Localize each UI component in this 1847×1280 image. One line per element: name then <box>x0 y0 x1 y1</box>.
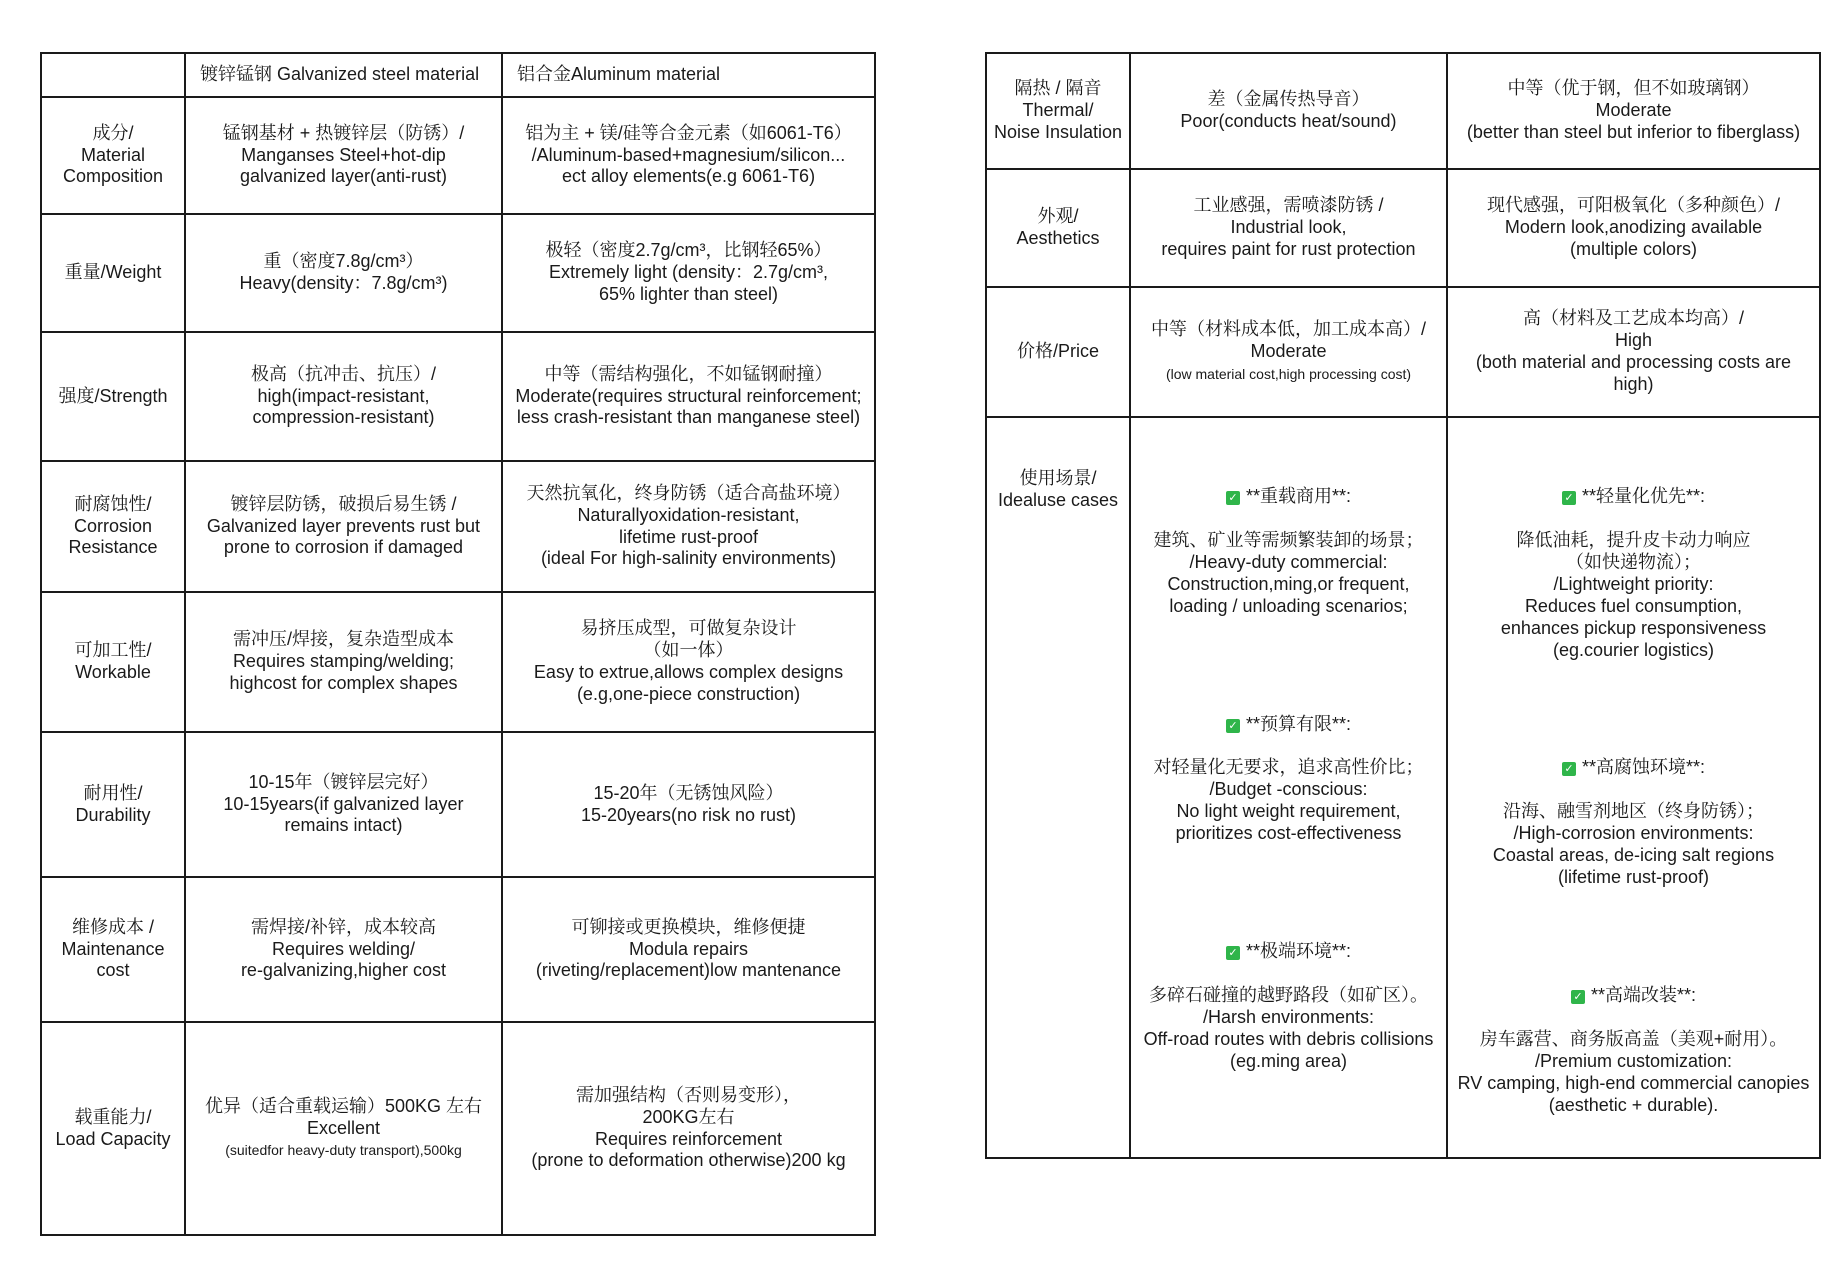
use-case-title: **重载商用**: <box>1245 485 1352 506</box>
row-label-aesthetics: 外观/ Aesthetics <box>986 169 1130 287</box>
use-case-item <box>1137 464 1440 618</box>
header-empty-cell <box>41 53 185 97</box>
row-label-insulation: 隔热 / 隔音 Thermal/ Noise Insulation <box>986 53 1130 169</box>
steel-aesthetics: 工业感强，需喷漆防锈 / Industrial look, requires paint for rust protection <box>1130 169 1447 287</box>
aluminum-weight: 极轻（密度2.7g/cm³，比钢轻65%） Extremely light (density：2.7g/cm³, 65% lighter than steel) <box>502 214 875 332</box>
use-case-item <box>1137 919 1440 1073</box>
row-label-use-cases: 使用场景/ Idealuse cases <box>986 417 1130 1158</box>
table-row <box>41 732 875 877</box>
steel-insulation: 差（金属传热导音） Poor(conducts heat/sound) <box>1130 53 1447 169</box>
row-label-maintenance: 维修成本 / Maintenance cost <box>41 877 185 1022</box>
aluminum-load: 需加强结构（否则易变形）， 200KG左右 Requires reinforcement (prone to deformation otherwise)200 kg <box>502 1022 875 1235</box>
checkbox-icon: ✓ <box>1562 762 1576 776</box>
table-row <box>41 1022 875 1235</box>
steel-price-main: 中等（材料成本低，加工成本高）/ Moderate <box>1151 319 1426 362</box>
use-case-body: 沿海、融雪剂地区（终身防锈）； /High-corrosion environments: Coastal areas, de-icing salt regions (lifetime rust-proof) <box>1492 801 1775 888</box>
row-label-composition: 成分/ Material Composition <box>41 97 185 214</box>
use-case-body: 降低油耗，提升皮卡动力响应 （如快递物流）； /Lightweight priority: Reduces fuel consumption, enhances pickup responsiveness (eg.courier logistics) <box>1500 529 1767 660</box>
row-label-durability: 耐用性/ Durability <box>41 732 185 877</box>
use-case-title: **高腐蚀环境**: <box>1581 757 1706 778</box>
use-case-title: **轻量化优先**: <box>1581 485 1706 506</box>
aluminum-strength: 中等（需结构强化，不如锰钢耐撞） Moderate(requires structural reinforcement; less crash-resistant than manganese steel) <box>502 332 875 461</box>
use-case-body: 房车露营、商务版高盖（美观+耐用）。 /Premium customization: RV camping, high-end commercial canopies (aesthetic + durable). <box>1457 1028 1810 1115</box>
steel-price-note: (low material cost,high processing cost) <box>1165 365 1412 382</box>
right-comparison-table <box>985 52 1821 1159</box>
steel-load-note: (suitedfor heavy-duty transport),500kg <box>225 1142 462 1159</box>
table-row <box>986 169 1820 287</box>
row-label-price: 价格/Price <box>986 287 1130 417</box>
aluminum-use-cases <box>1447 417 1820 1158</box>
aluminum-corrosion: 天然抗氧化，终身防锈（适合高盐环境） Naturallyoxidation-resistant, lifetime rust-proof (ideal For high-salinity environments) <box>502 461 875 592</box>
steel-corrosion: 镀锌层防锈，破损后易生锈 / Galvanized layer prevents rust but prone to corrosion if damaged <box>185 461 502 592</box>
row-label-weight: 重量/Weight <box>41 214 185 332</box>
use-case-item <box>1454 464 1813 662</box>
steel-weight: 重（密度7.8g/cm³） Heavy(density：7.8g/cm³) <box>185 214 502 332</box>
table-row <box>41 214 875 332</box>
aluminum-price: 高（材料及工艺成本均高）/ High (both material and processing costs are high) <box>1447 287 1820 417</box>
steel-durability: 10-15年（镀锌层完好） 10-15years(if galvanized layer remains intact) <box>185 732 502 877</box>
header-steel: 镀锌锰钢 Galvanized steel material <box>185 53 502 97</box>
aluminum-insulation: 中等（优于钢，但不如玻璃钢） Moderate (better than steel but inferior to fiberglass) <box>1447 53 1820 169</box>
checkbox-icon: ✓ <box>1226 719 1240 733</box>
aluminum-workable: 易挤压成型，可做复杂设计 （如一体） Easy to extrue,allows complex designs (e.g,one-piece construction) <box>502 592 875 732</box>
left-comparison-table <box>40 52 876 1236</box>
row-label-load: 载重能力/ Load Capacity <box>41 1022 185 1235</box>
steel-composition: 锰钢基材 + 热镀锌层（防锈）/ Manganses Steel+hot-dip galvanized layer(anti-rust) <box>185 97 502 214</box>
checkbox-icon: ✓ <box>1226 491 1240 505</box>
row-label-strength: 强度/Strength <box>41 332 185 461</box>
row-label-workable: 可加工性/ Workable <box>41 592 185 732</box>
use-case-item <box>1454 963 1813 1117</box>
table-header-row <box>41 53 875 97</box>
steel-load <box>185 1022 502 1235</box>
aluminum-aesthetics: 现代感强，可阳极氧化（多种颜色）/ Modern look,anodizing available (multiple colors) <box>1447 169 1820 287</box>
use-case-body: 对轻量化无要求，追求高性价比； /Budget -conscious: No light weight requirement, prioritizes cost-effectiveness <box>1153 757 1424 844</box>
row-label-corrosion: 耐腐蚀性/ Corrosion Resistance <box>41 461 185 592</box>
header-aluminum: 铝合金Aluminum material <box>502 53 875 97</box>
table-row <box>41 877 875 1022</box>
aluminum-maintenance: 可铆接或更换模块，维修便捷 Modula repairs (riveting/replacement)low mantenance <box>502 877 875 1022</box>
steel-use-cases <box>1130 417 1447 1158</box>
table-row <box>986 287 1820 417</box>
steel-workable: 需冲压/焊接，复杂造型成本 Requires stamping/welding; highcost for complex shapes <box>185 592 502 732</box>
use-case-title: **预算有限**: <box>1245 713 1352 734</box>
table-row <box>986 53 1820 169</box>
use-case-body: 多碎石碰撞的越野路段（如矿区）。 /Harsh environments: Off-road routes with debris collisions (eg.ming area) <box>1143 985 1434 1071</box>
checkbox-icon: ✓ <box>1562 491 1576 505</box>
use-case-item <box>1454 735 1813 889</box>
steel-maintenance: 需焊接/补锌，成本较高 Requires welding/ re-galvanizing,higher cost <box>185 877 502 1022</box>
steel-load-main: 优异（适合重载运输）500KG 左右 Excellent <box>204 1095 483 1138</box>
aluminum-durability: 15-20年（无锈蚀风险） 15-20years(no risk no rust) <box>502 732 875 877</box>
table-row <box>41 332 875 461</box>
table-row <box>41 592 875 732</box>
steel-strength: 极高（抗冲击、抗压）/ high(impact-resistant, compression-resistant) <box>185 332 502 461</box>
checkbox-icon: ✓ <box>1226 946 1240 960</box>
use-case-title: **高端改装**: <box>1590 985 1697 1006</box>
aluminum-composition: 铝为主 + 镁/硅等合金元素（如6061-T6） /Aluminum-based+magnesium/silicon... ect alloy elements(e.g 6061-T6) <box>502 97 875 214</box>
table-row <box>986 417 1820 1158</box>
use-case-body: 建筑、矿业等需频繁装卸的场景； /Heavy-duty commercial: Construction,ming,or frequent, loading / unloading scenarios; <box>1153 529 1424 616</box>
steel-price <box>1130 287 1447 417</box>
table-row <box>41 461 875 592</box>
checkbox-icon: ✓ <box>1571 990 1585 1004</box>
use-case-title: **极端环境**: <box>1245 941 1352 962</box>
use-case-item <box>1137 692 1440 846</box>
table-row <box>41 97 875 214</box>
